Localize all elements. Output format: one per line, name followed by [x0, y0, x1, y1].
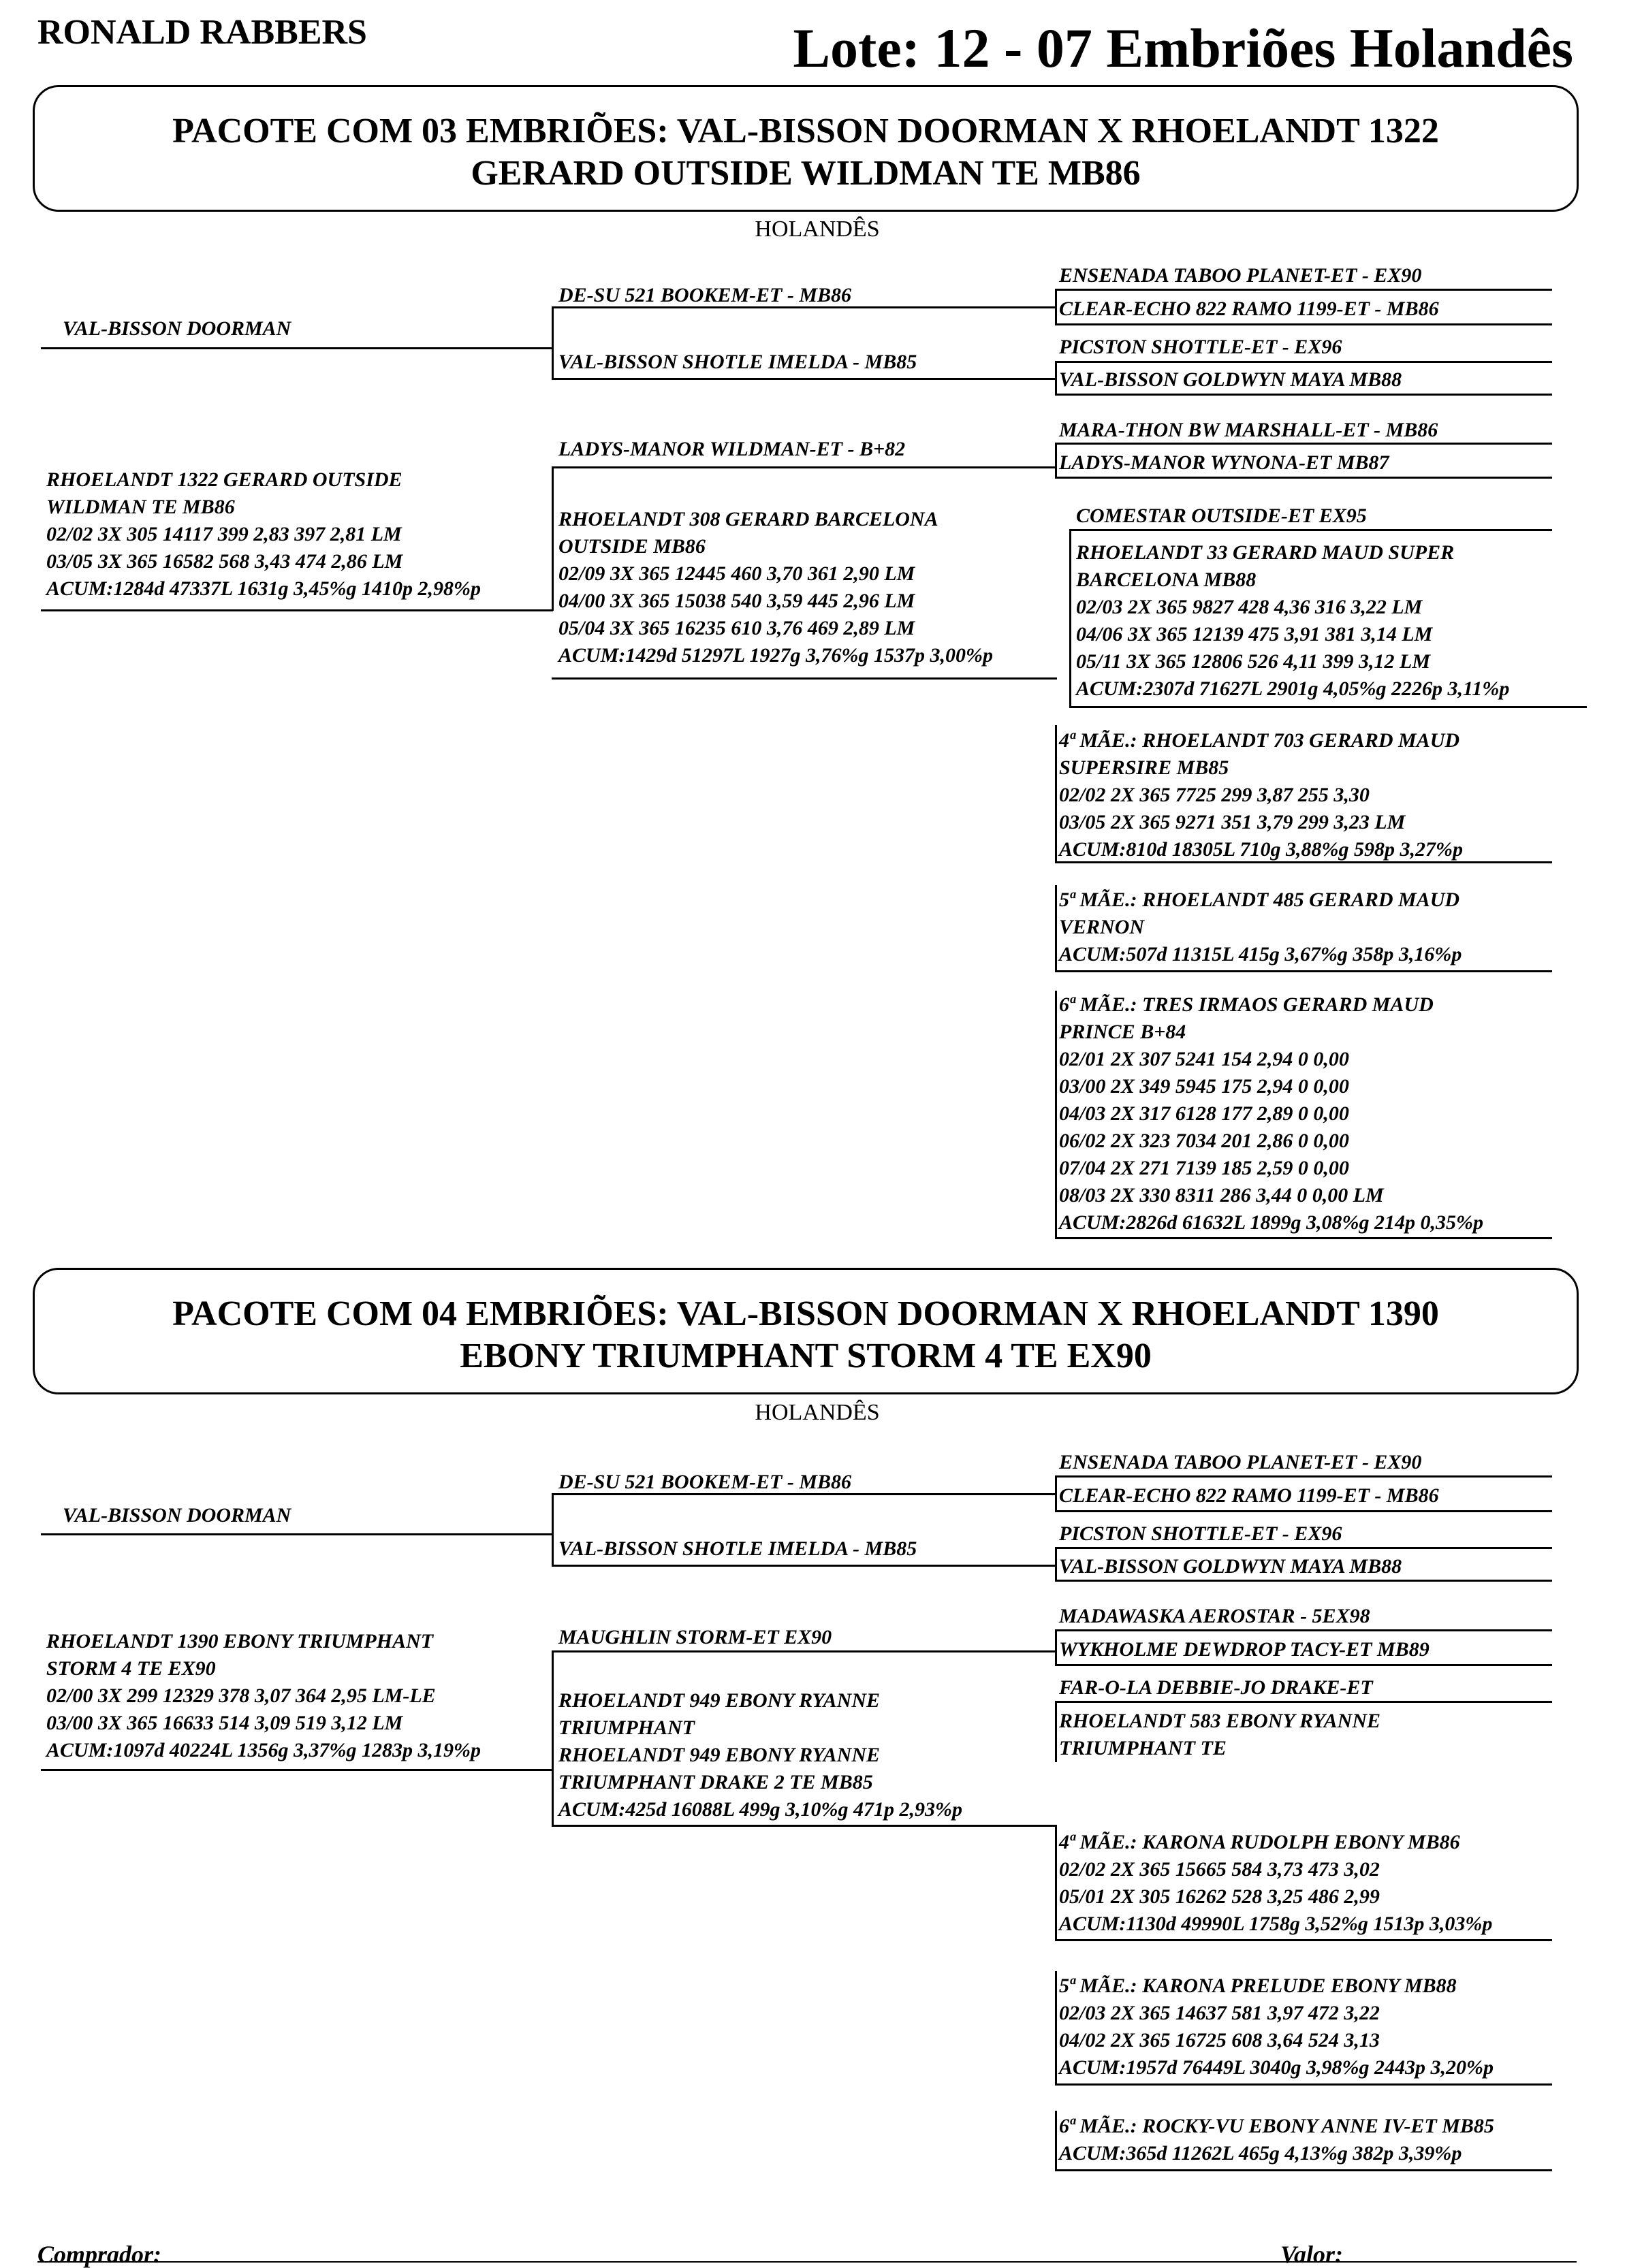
pedigree-line: [1069, 529, 1552, 531]
pedigree-line: [1055, 1237, 1552, 1239]
pedigree-line: [1069, 529, 1071, 706]
dam-record: RHOELANDT 1322 GERARD OUTSIDE WILDMAN TE MB86 02/02 3X 305 14117 399 2,83 397 2,81 LM 03/05 3X 365 16582 568 3,43 474 2,86 LM ACUM:1284d 47337L 1631g 3,45%g 1410p 2,98%p: [46, 468, 481, 600]
pedigree-line: [1055, 2169, 1552, 2171]
pedigree-line: [1055, 725, 1057, 861]
pedigree-line: [552, 1565, 1057, 1567]
pedigree-line: [1055, 885, 1057, 971]
gg-name: VAL-BISSON GOLDWYN MAYA MB88: [1059, 368, 1402, 391]
pedigree-line: [552, 1650, 554, 1825]
breed-label: HOLANDÊS: [755, 1400, 880, 1425]
pedigree-line: [1055, 394, 1552, 396]
dam-sire-name: LADYS-MANOR WILDMAN-ET - B+82: [558, 438, 906, 460]
sixth-dam-record: 6ª MÃE.: ROCKY-VU EBONY ANNE IV-ET MB85 ACUM:365d 11262L 465g 4,13%g 382p 3,39%p: [1059, 2115, 1494, 2165]
pedigree-line: [1055, 1664, 1552, 1666]
pedigree-line: [1069, 706, 1587, 708]
breed-label: HOLANDÊS: [755, 217, 880, 242]
pedigree-line: [1055, 1510, 1552, 1512]
pedigree-line: [1055, 289, 1057, 324]
sire-dam-name: VAL-BISSON SHOTLE IMELDA - MB85: [558, 351, 917, 373]
gg-name: MARA-THON BW MARSHALL-ET - MB86: [1059, 419, 1438, 441]
dam-record: RHOELANDT 1390 EBONY TRIUMPHANT STORM 4 TE EX90 02/00 3X 299 12329 378 3,07 364 2,95 LM-LE 03/00 3X 365 16633 514 3,09 519 3,12 LM ACUM:1097d 40224L 1356g 3,37%g 1283p 3,19%p: [46, 1630, 481, 1761]
pedigree-line: [1055, 1701, 1057, 1762]
lot-title: Lote: 12 - 07 Embriões Holandês: [793, 17, 1573, 79]
pedigree-line: [41, 1769, 553, 1771]
value-label: Valor:: [1280, 2241, 1344, 2268]
pedigree-line: [552, 1825, 1057, 1827]
sire-sire-name: DE-SU 521 BOOKEM-ET - MB86: [558, 1471, 852, 1493]
sire-sire-name: DE-SU 521 BOOKEM-ET - MB86: [558, 284, 852, 306]
pedigree-line: [552, 378, 1057, 380]
pedigree-line: [1055, 289, 1552, 291]
signature-line: [37, 2261, 1577, 2263]
pedigree-line: [552, 1650, 1057, 1652]
package-title-line: GERARD OUTSIDE WILDMAN TE MB86: [471, 154, 1141, 193]
fifth-dam-record: 5ª MÃE.: KARONA PRELUDE EBONY MB88 02/03 2X 365 14637 581 3,97 472 3,22 04/02 2X 365 16725 608 3,64 524 3,13 ACUM:1957d 76449L 3040g 3,98%g 2443p 3,20%p: [1059, 1975, 1494, 2079]
pedigree-line: [1055, 2083, 1552, 2086]
pedigree-line: [1055, 1475, 1552, 1478]
seller-name: RONALD RABBERS: [37, 13, 367, 52]
pedigree-line: [552, 466, 554, 611]
pedigree-line: [1055, 1475, 1057, 1511]
fifth-dam-record: 5ª MÃE.: RHOELANDT 485 GERARD MAUD VERNON ACUM:507d 11315L 415g 3,67%g 358p 3,16%p: [1059, 889, 1462, 965]
pedigree-line: [552, 306, 1057, 308]
gg-name: COMESTAR OUTSIDE-ET EX95: [1076, 505, 1367, 527]
pedigree-line: [1055, 2111, 1057, 2169]
dam-sire-name: MAUGHLIN STORM-ET EX90: [558, 1626, 832, 1648]
pedigree-line: [1055, 1629, 1552, 1631]
pedigree-line: [1055, 1580, 1552, 1582]
gg-dam-record: RHOELANDT 33 GERARD MAUD SUPER BARCELONA MB88 02/03 2X 365 9827 428 4,36 316 3,22 LM 04/06 3X 365 12139 475 3,91 381 3,14 LM 05/11 3X 365 12806 526 4,11 399 3,12 LM ACUM:2307d 71627L 2901g 4,05%g 2226p 3,11%p: [1076, 541, 1510, 700]
pedigree-line: [552, 1493, 554, 1565]
package-title-line: EBONY TRIUMPHANT STORM 4 TE EX90: [460, 1337, 1152, 1375]
pedigree-line: [1055, 361, 1552, 363]
gg-name: LADYS-MANOR WYNONA-ET MB87: [1059, 451, 1389, 474]
gg-name: ENSENADA TABOO PLANET-ET - EX90: [1059, 1451, 1422, 1473]
fourth-dam-record: 4ª MÃE.: RHOELANDT 703 GERARD MAUD SUPERSIRE MB85 02/02 2X 365 7725 299 3,87 255 3,30 03/05 2X 365 9271 351 3,79 299 3,23 LM ACUM:810d 18305L 710g 3,88%g 598p 3,27%p: [1059, 729, 1464, 861]
gg-name: PICSTON SHOTTLE-ET - EX96: [1059, 336, 1342, 358]
gg-name: MADAWASKA AEROSTAR - 5EX98: [1059, 1605, 1370, 1627]
pedigree-line: [1055, 1701, 1552, 1703]
package-title-line: PACOTE COM 03 EMBRIÕES: VAL-BISSON DOORMAN X RHOELANDT 1322: [172, 112, 1439, 150]
package-title-box: [33, 1268, 1579, 1394]
sire-name: VAL-BISSON DOORMAN: [63, 1504, 291, 1527]
pedigree-line: [41, 609, 553, 611]
package-title-box: [33, 85, 1579, 212]
pedigree-line: [1055, 443, 1057, 478]
gg-name: PICSTON SHOTTLE-ET - EX96: [1059, 1522, 1342, 1545]
pedigree-line: [1055, 1971, 1057, 2083]
pedigree-line: [552, 1493, 1057, 1495]
pedigree-line: [552, 466, 1057, 468]
pedigree-line: [1055, 1547, 1057, 1581]
gg-name: FAR-O-LA DEBBIE-JO DRAKE-ET: [1059, 1676, 1373, 1699]
gg-name: CLEAR-ECHO 822 RAMO 1199-ET - MB86: [1059, 1484, 1439, 1507]
sire-name: VAL-BISSON DOORMAN: [63, 317, 291, 340]
gg-dam-record: RHOELANDT 583 EBONY RYANNE TRIUMPHANT TE: [1059, 1710, 1380, 1759]
pedigree-line: [1055, 991, 1057, 1237]
pedigree-line: [41, 347, 553, 349]
dam-dam-record: RHOELANDT 308 GERARD BARCELONA OUTSIDE MB86 02/09 3X 365 12445 460 3,70 361 2,90 LM 04/00 3X 365 15038 540 3,59 445 2,96 LM 05/04 3X 365 16235 610 3,76 469 2,89 LM ACUM:1429d 51297L 1927g 3,76%g 1537p 3,00%p: [558, 508, 994, 667]
pedigree-line: [1055, 1825, 1057, 1939]
pedigree-line: [1055, 861, 1552, 863]
gg-name: CLEAR-ECHO 822 RAMO 1199-ET - MB86: [1059, 298, 1439, 320]
buyer-label: Comprador:: [37, 2241, 162, 2268]
dam-dam-record: RHOELANDT 949 EBONY RYANNE TRIUMPHANT RHOELANDT 949 EBONY RYANNE TRIUMPHANT DRAKE 2 TE MB85 ACUM:425d 16088L 499g 3,10%g 471p 2,93%p: [558, 1689, 963, 1821]
pedigree-line: [41, 1533, 553, 1535]
pedigree-line: [1055, 323, 1552, 325]
pedigree-line: [1055, 1939, 1552, 1941]
pedigree-line: [1055, 970, 1552, 972]
pedigree-line: [1055, 1629, 1057, 1665]
sixth-dam-record: 6ª MÃE.: TRES IRMAOS GERARD MAUD PRINCE B+84 02/01 2X 307 5241 154 2,94 0 0,00 03/00 2X 349 5945 175 2,94 0 0,00 04/03 2X 317 6128 177 2,89 0 0,00 06/02 2X 323 7034 201 2,86 0 0,00 07/04 2X 271 7139 185 2,59 0 0,00 08/03 2X 330 8311 286 3,44 0 0,00 LM ACUM:2826d 61632L 1899g 3,08%g 214p 0,35%p: [1059, 993, 1484, 1234]
gg-name: WYKHOLME DEWDROP TACY-ET MB89: [1059, 1638, 1430, 1661]
gg-name: VAL-BISSON GOLDWYN MAYA MB88: [1059, 1555, 1402, 1578]
pedigree-line: [1055, 477, 1552, 479]
pedigree-line: [552, 677, 1057, 680]
pedigree-line: [552, 306, 554, 379]
sire-dam-name: VAL-BISSON SHOTLE IMELDA - MB85: [558, 1537, 917, 1560]
gg-name: ENSENADA TABOO PLANET-ET - EX90: [1059, 264, 1422, 287]
pedigree-line: [1055, 1547, 1552, 1549]
fourth-dam-record: 4ª MÃE.: KARONA RUDOLPH EBONY MB86 02/02 2X 365 15665 584 3,73 473 3,02 05/01 2X 305 16262 528 3,25 486 2,99 ACUM:1130d 49990L 1758g 3,52%g 1513p 3,03%p: [1059, 1831, 1493, 1935]
pedigree-line: [1055, 443, 1552, 445]
pedigree-line: [1055, 361, 1057, 395]
package-title-line: PACOTE COM 04 EMBRIÕES: VAL-BISSON DOORMAN X RHOELANDT 1390: [172, 1294, 1439, 1333]
